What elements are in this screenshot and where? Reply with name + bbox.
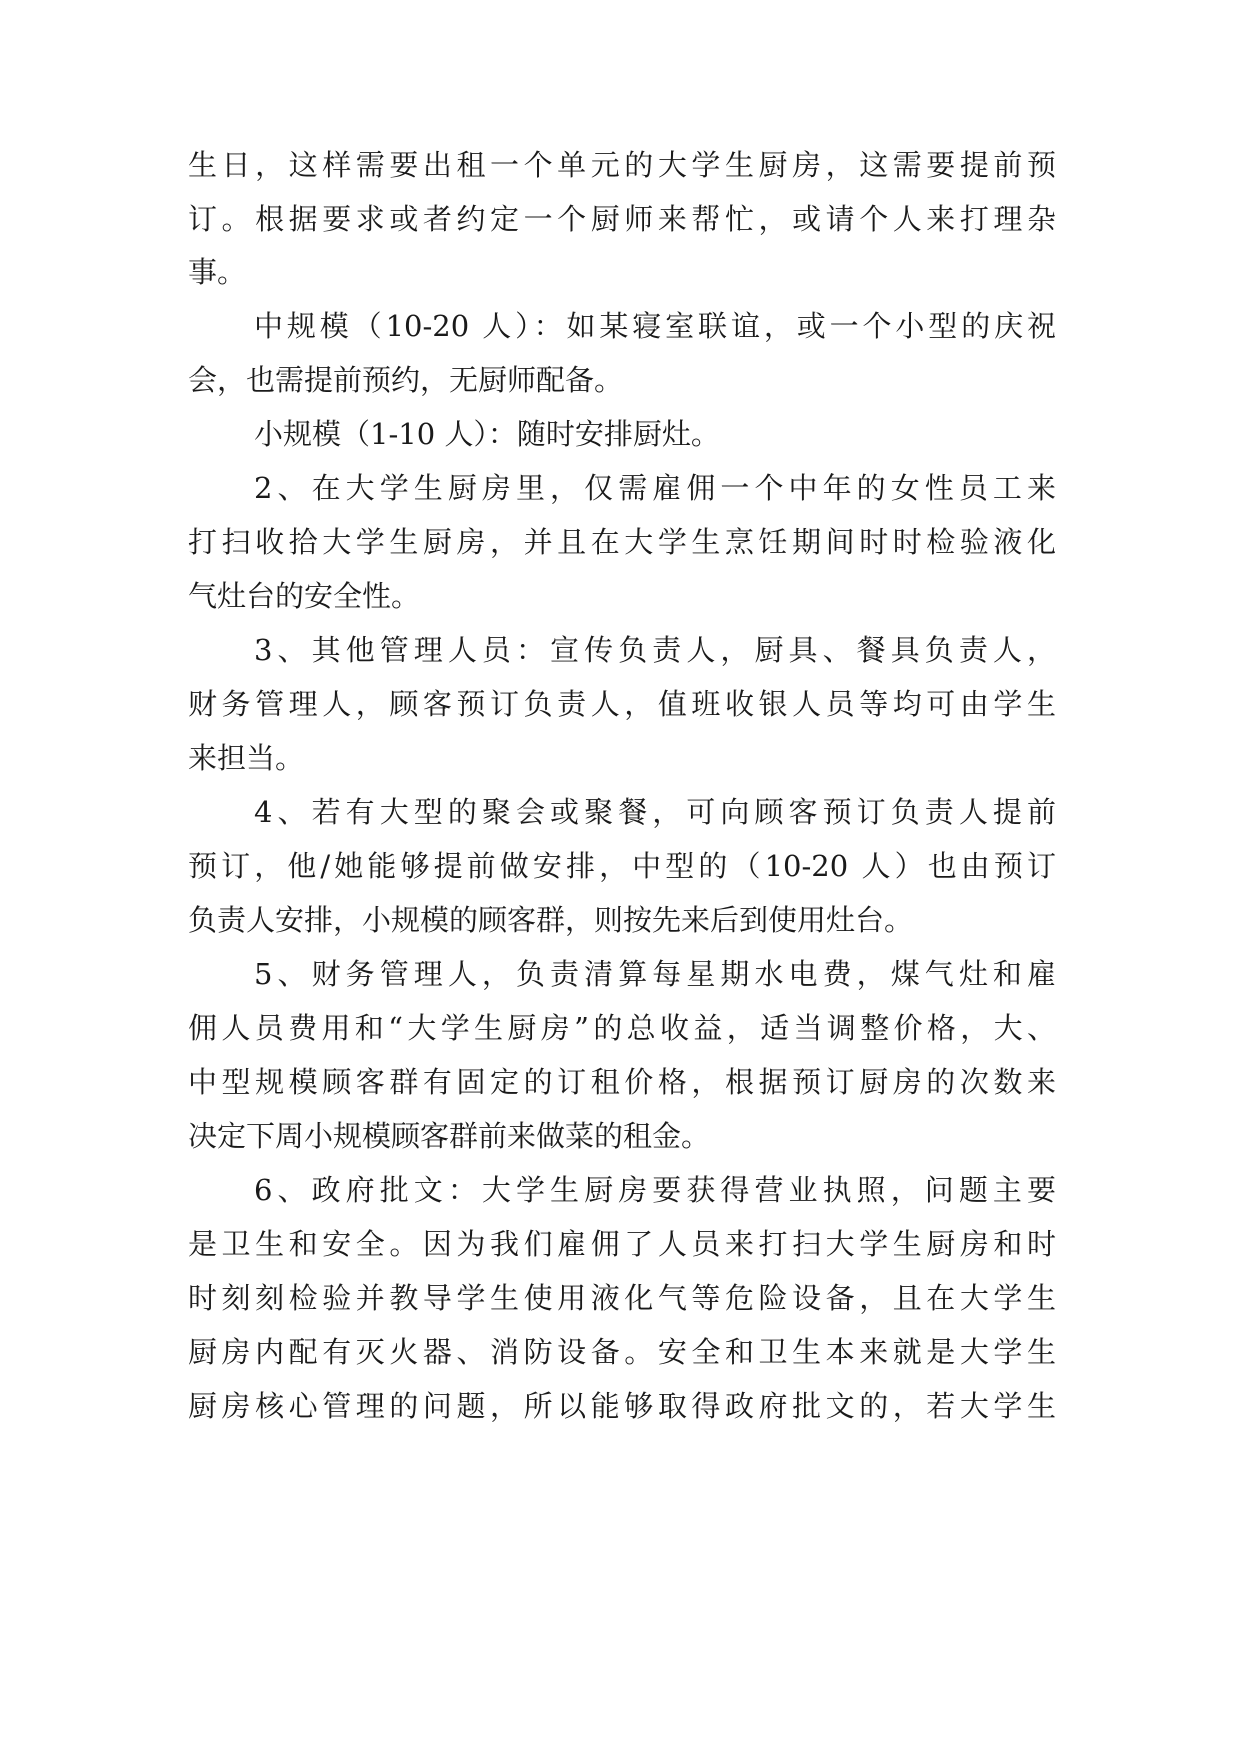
text-line: 负责人安排，小规模的顾客群，则按先来后到使用灶台。 [188,903,914,937]
text-line: 中型规模顾客群有固定的订租价格，根据预订厨房的次数来 [188,1065,1056,1099]
text-line: 会，也需提前预约，无厨师配备。 [188,363,624,397]
text-line: 来担当。 [188,741,305,775]
text-line: 气灶台的安全性。 [188,579,421,613]
paragraph-small-scale: 小规模（1-10 人）：随时安排厨灶。 [254,417,720,451]
text-line: 财务管理人，顾客预订负责人，值班收银人员等均可由学生 [188,687,1056,721]
text-line: 时刻刻检验并教导学生使用液化气等危险设备，且在大学生 [188,1281,1056,1315]
paragraph-item-6: 6、政府批文：大学生厨房要获得营业执照，问题主要 [254,1173,1056,1207]
text-line: 预订，他/她能够提前做安排，中型的（10-20 人）也由预订 [188,849,1056,883]
text-line: 事。 [188,255,247,289]
paragraph-item-5: 5、财务管理人，负责清算每星期水电费，煤气灶和雇 [254,957,1056,991]
paragraph-item-2: 2、在大学生厨房里，仅需雇佣一个中年的女性员工来 [254,471,1056,505]
text-line: 厨房核心管理的问题，所以能够取得政府批文的，若大学生 [188,1389,1056,1423]
text-line: 订。根据要求或者约定一个厨师来帮忙，或请个人来打理杂 [188,202,1056,236]
text-line: 是卫生和安全。因为我们雇佣了人员来打扫大学生厨房和时 [188,1227,1056,1261]
paragraph-item-4: 4、若有大型的聚会或聚餐，可向顾客预订负责人提前 [254,795,1056,829]
text-line: 佣人员费用和“大学生厨房”的总收益，适当调整价格，大、 [188,1011,1056,1045]
paragraph-medium-scale: 中规模（10-20 人）：如某寝室联谊，或一个小型的庆祝 [254,309,1056,343]
text-line: 打扫收拾大学生厨房，并且在大学生烹饪期间时时检验液化 [188,525,1056,559]
document-page [188,0,1056,1754]
text-line: 生日，这样需要出租一个单元的大学生厨房，这需要提前预 [188,148,1056,182]
paragraph-item-3: 3、其他管理人员：宣传负责人，厨具、餐具负责人， [254,633,1056,667]
text-line: 厨房内配有灭火器、消防设备。安全和卫生本来就是大学生 [188,1335,1056,1369]
text-line: 决定下周小规模顾客群前来做菜的租金。 [188,1119,711,1153]
